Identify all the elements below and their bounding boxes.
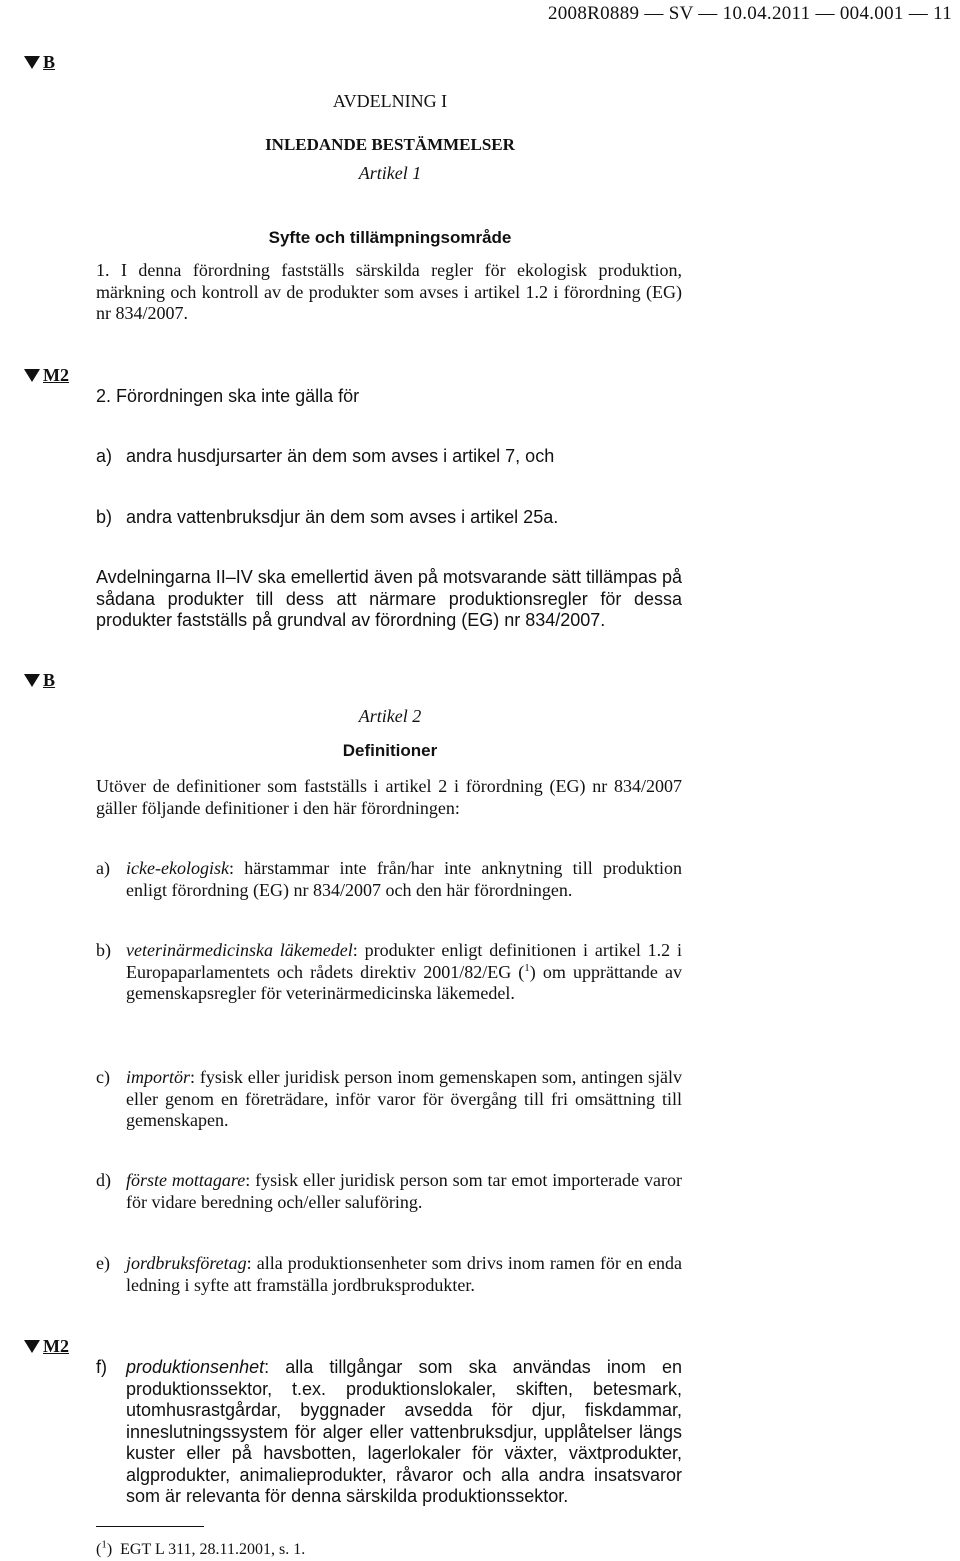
- defined-term: produktionsenhet: [126, 1357, 265, 1377]
- amendment-code: M2: [43, 365, 69, 385]
- item-text: andra husdjursarter än dem som avses i artikel 7, och: [126, 446, 555, 466]
- defined-term: förste mottagare: [126, 1170, 246, 1190]
- page-header: 2008R0889 — SV — 10.04.2011 — 004.001 — 11: [547, 3, 952, 24]
- amendment-marker: [24, 670, 55, 691]
- amendment-code: M2: [43, 1336, 69, 1356]
- definition-text: veterinärmedicinska läkemedel: produkter enligt definitionen i artikel 1.2 i Europaparlamentets och rådets direktiv 2001/82/EG ($^1$) om upprättande av gemenskapsregler för veterinärmedicinska läkemedel.: [126, 940, 682, 1003]
- article-1-title: Syfte och tillämpningsområde: [268, 228, 512, 247]
- division-label: AVDELNING I: [332, 91, 448, 111]
- defined-term: jordbruksföretag: [126, 1253, 247, 1273]
- triangle-down-icon: [24, 674, 40, 687]
- article-1-label: Artikel 1: [358, 163, 422, 183]
- amendment-marker: [24, 52, 55, 73]
- amendment-code: B: [43, 52, 56, 72]
- article-2-label: Artikel 2: [358, 706, 422, 726]
- triangle-down-icon: [24, 56, 40, 69]
- item-label: a): [96, 858, 110, 878]
- triangle-down-icon: [24, 369, 40, 382]
- item-label: b): [96, 507, 113, 527]
- amendment-code: B: [43, 670, 56, 690]
- item-label: c): [96, 1067, 110, 1087]
- article-1-paragraph-1: 1. I denna förordning fastställs särskilda regler för ekologisk produktion, märkning och kontroll av de produkter som avses i artikel 1.2 i förordning (EG) nr 834/2007.: [96, 260, 682, 323]
- item-label: a): [96, 446, 113, 466]
- article-2-title: Definitioner: [342, 741, 438, 760]
- article-1-paragraph-2: 2. Förordningen ska inte gälla för: [96, 386, 360, 406]
- division-title: INLEDANDE BESTÄMMELSER: [265, 135, 515, 154]
- definition-text: jordbruksföretag: alla produktionsenheter som drivs inom ramen för en enda ledning i syfte att framställa jordbruksprodukter.: [126, 1253, 682, 1295]
- footnote-mark: 1: [101, 1538, 107, 1551]
- item-label: f): [96, 1357, 107, 1377]
- footnote: ($^1$) EGT L 311, 28.11.2001, s. 1.: [96, 1538, 306, 1558]
- defined-term: veterinärmedicinska läkemedel: [126, 940, 353, 960]
- definition-text: produktionsenhet: alla tillgångar som ska användas inom en produktionssektor, t.ex. produktionslokaler, skiften, betesmark, utomhusrastgårdar, byggnader avsedda för djur, fiskdammar, inneslutningssystem för alger eller vattenbruksdjur, upplåtelser längs kuster eller på havsbotten, lagerlokaler för växter, växtprodukter, algprodukter, animalieprodukter, råvaror och alla andra insatsvaror som är relevanta för denna särskilda produktionssektor.: [126, 1357, 682, 1506]
- amendment-marker: [24, 365, 69, 386]
- definition-text: icke-ekologisk: härstammar inte från/har inte anknytning till produktion enligt förordning (EG) nr 834/2007 och den här förordningen.: [126, 858, 682, 900]
- footnote-text: EGT L 311, 28.11.2001, s. 1.: [120, 1541, 306, 1558]
- definition-text: förste mottagare: fysisk eller juridisk person som tar emot importerade varor för vidare beredning och/eller saluföring.: [126, 1170, 683, 1212]
- item-label: e): [96, 1253, 110, 1273]
- item-text: andra vattenbruksdjur än dem som avses i artikel 25a.: [126, 507, 559, 527]
- amendment-marker: [24, 1336, 69, 1357]
- definition-text: importör: fysisk eller juridisk person inom gemenskapen som, antingen själv eller genom en företrädare, inför varor för övergång till fri omsättning till gemenskapen.: [126, 1067, 682, 1130]
- footnote-divider: [96, 1526, 204, 1527]
- item-label: d): [96, 1170, 111, 1190]
- footnote-reference[interactable]: 1: [524, 961, 530, 974]
- article-1-paragraph-3: Avdelningarna II–IV ska emellertid även på motsvarande sätt tillämpas på sådana produkter till dess att närmare produktionsregler för dessa produkter fastställs på grundval av förordning (EG) nr 834/2007.: [96, 567, 682, 630]
- item-label: b): [96, 940, 111, 960]
- article-2-intro: Utöver de definitioner som fastställs i artikel 2 i förordning (EG) nr 834/2007 gäller följande definitioner i den här förordningen:: [96, 776, 682, 818]
- defined-term: importör: [126, 1067, 191, 1087]
- triangle-down-icon: [24, 1340, 40, 1353]
- defined-term: icke-ekologisk: [126, 858, 229, 878]
